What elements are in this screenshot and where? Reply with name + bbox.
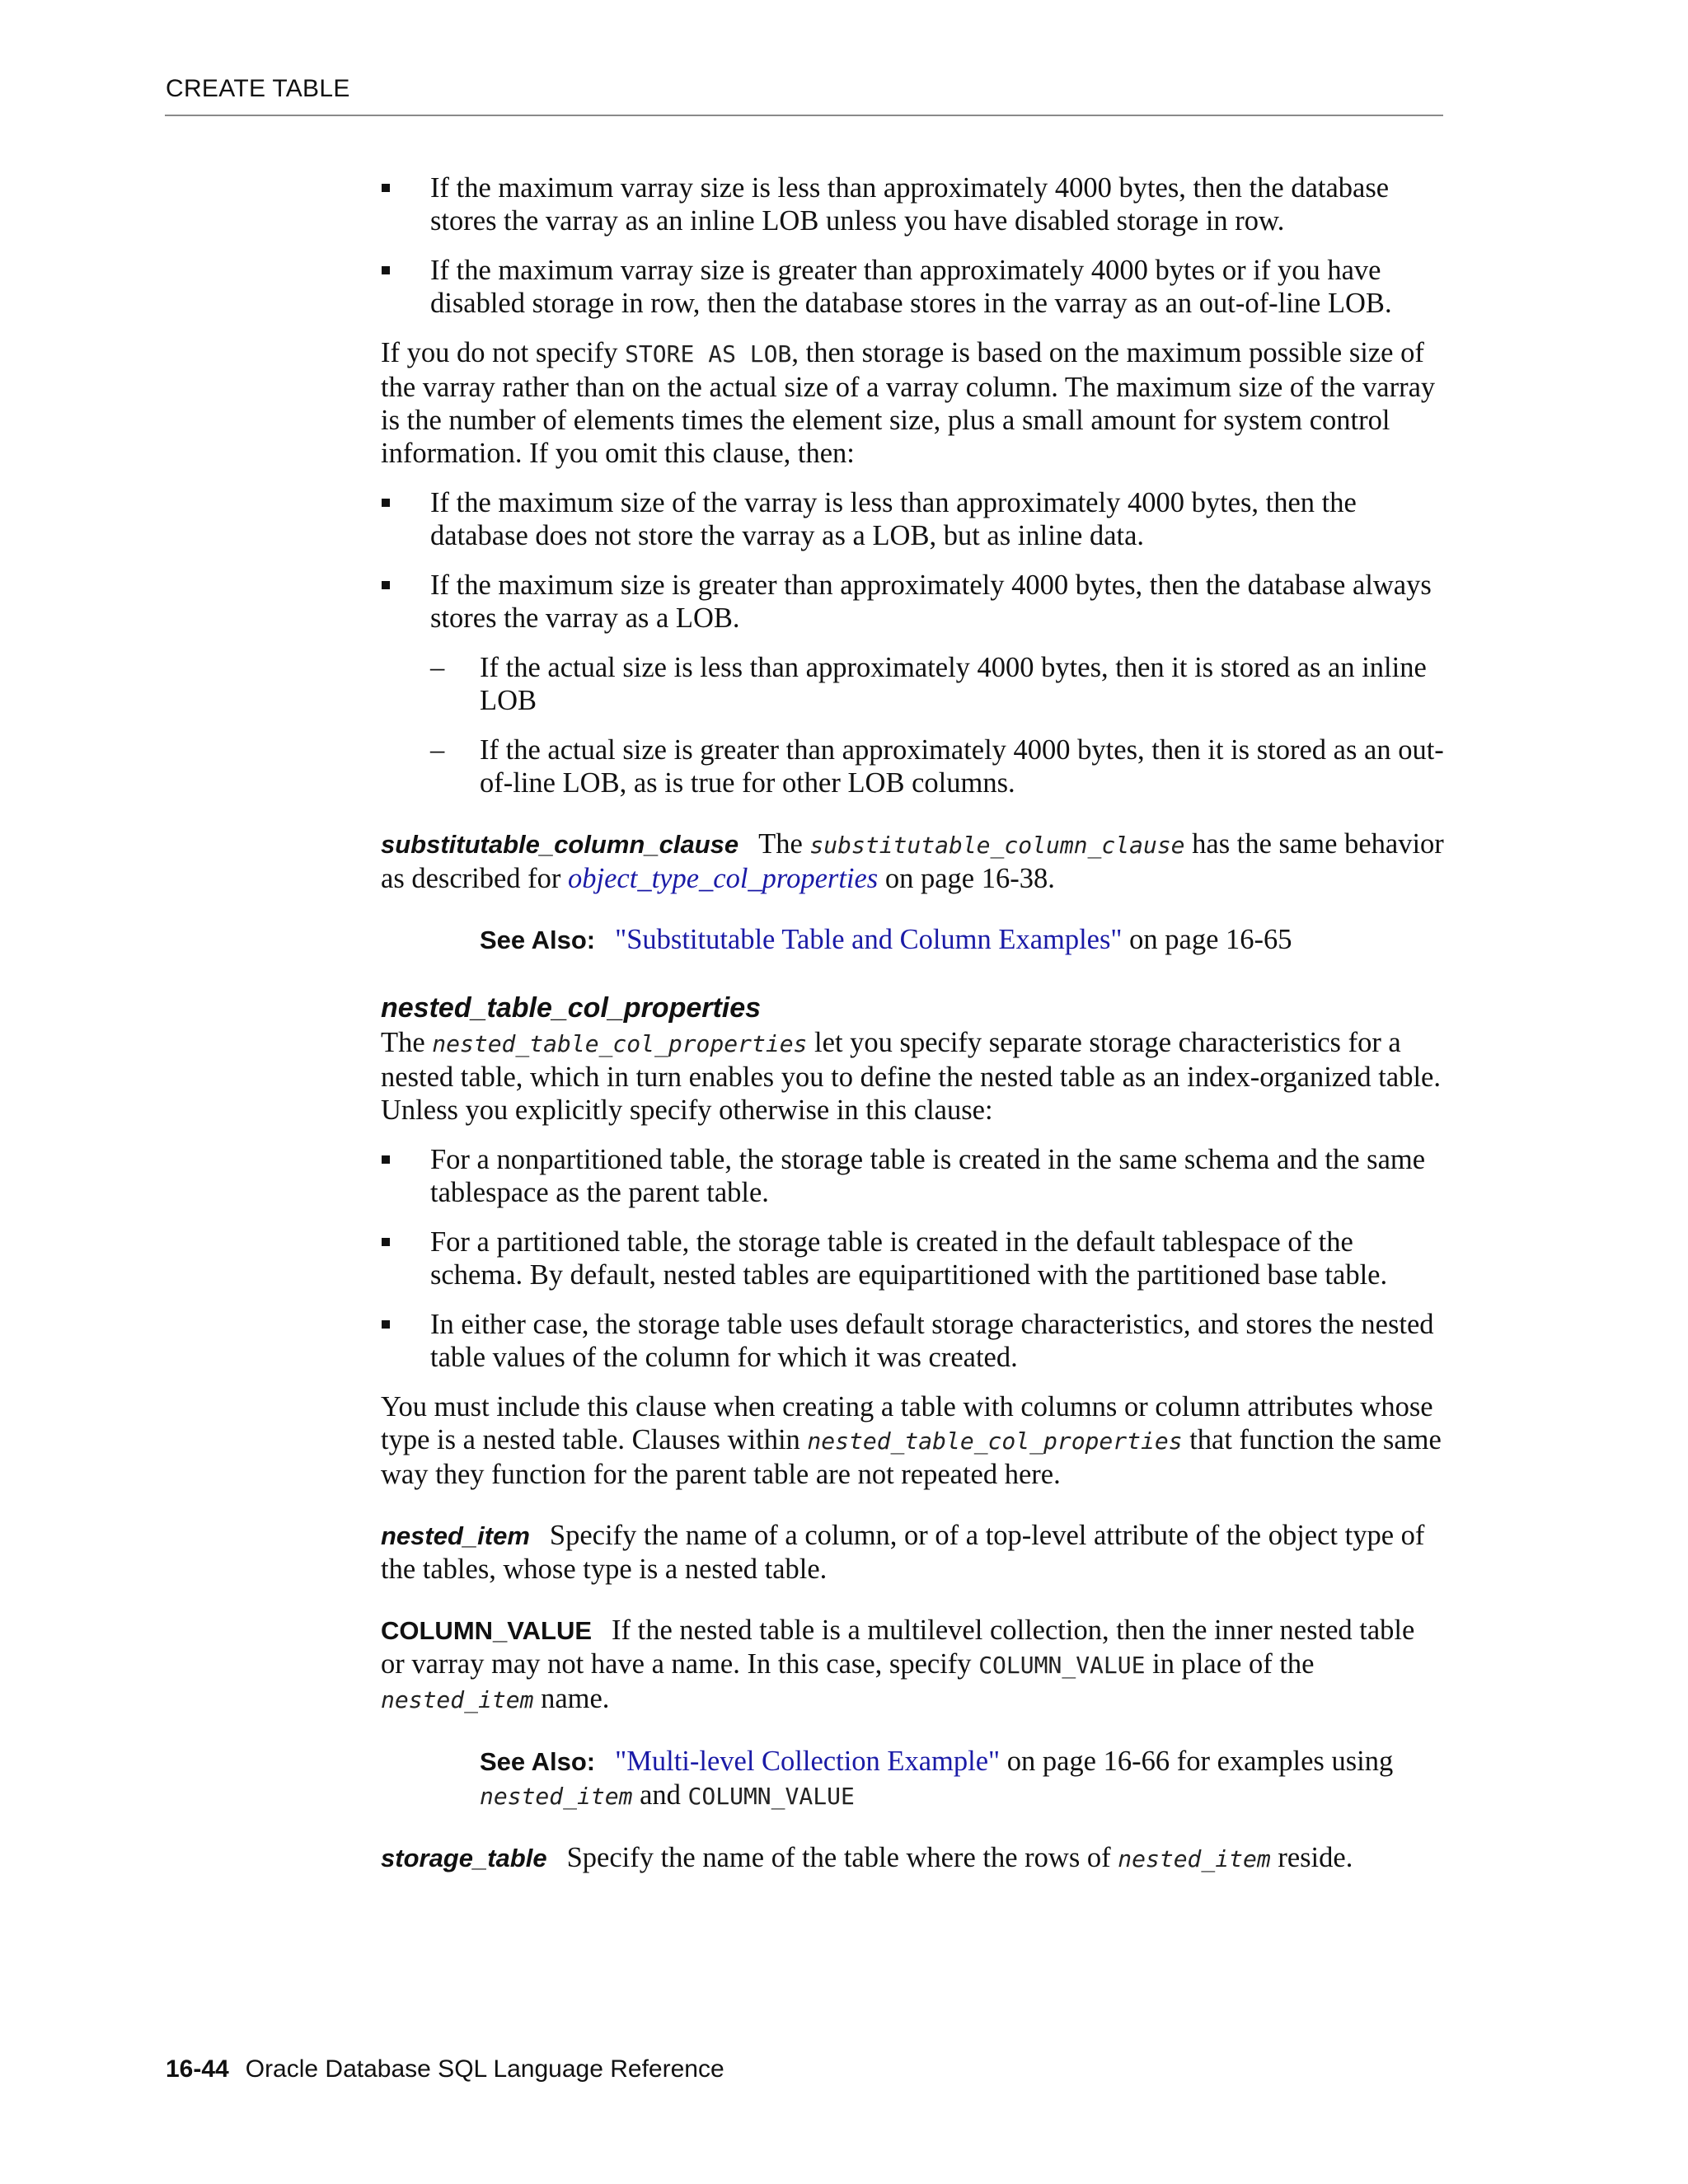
- list-item: [381, 1308, 1444, 1374]
- term-heading: storage_table: [381, 1844, 547, 1872]
- storage-table-list: [381, 1143, 1444, 1374]
- text: name.: [533, 1683, 610, 1714]
- sub-list-item: [381, 733, 1444, 799]
- square-bullet-icon: [382, 1155, 390, 1164]
- text: on page 16-65: [1122, 924, 1292, 955]
- list-item-text: If the maximum size is greater than approximately 4000 bytes, then the database always stores the varray as a LOB.: [430, 569, 1432, 634]
- square-bullet-icon: [382, 266, 390, 274]
- see-also-note: [381, 923, 1444, 957]
- column-value-paragraph: [381, 1614, 1444, 1717]
- substitutable-column-clause-paragraph: [381, 827, 1444, 895]
- term-heading: nested_item: [381, 1521, 530, 1550]
- text: that function the same way they function for the parent table are not repeated here.: [381, 1424, 1442, 1490]
- omit-clause-list: [381, 486, 1444, 635]
- list-item: [381, 486, 1444, 552]
- list-item-text: If the maximum varray size is greater than approximately 4000 bytes or if you have disabled storage in row, then the database stores in the varray as an out-of-line LOB.: [430, 255, 1392, 319]
- list-item: [381, 254, 1444, 320]
- square-bullet-icon: [382, 499, 390, 507]
- text: The: [758, 828, 810, 860]
- list-item-text: If the maximum varray size is less than approximately 4000 bytes, then the database stores the varray as an inline LOB unless you have disabled storage in row.: [430, 172, 1390, 237]
- text: has the same behavior as described for: [381, 828, 1444, 894]
- text: on page 16-38.: [878, 863, 1055, 894]
- running-head: CREATE TABLE: [166, 75, 350, 102]
- square-bullet-icon: [382, 1320, 390, 1329]
- dash-bullet: –: [430, 652, 445, 683]
- text: let you specify separate storage characteristics for a nested table, which in turn enables you to define the nested table as an index-organized table. Unless you explicitly specify otherwise in this clause:: [381, 1027, 1441, 1126]
- page-number: 16-44: [166, 2055, 229, 2083]
- list-item-text: For a partitioned table, the storage table is created in the default tablespace of the schema. By default, nested tables are equipartitioned with the partitioned base table.: [430, 1226, 1388, 1291]
- text: , then storage is based on the maximum possible size of the varray rather than on the actual size of a varray column. The maximum size of the varray is the number of elements times the element size, plus a small amount for system control information. If you omit this clause, then:: [381, 337, 1436, 469]
- object-type-col-properties-link[interactable]: object_type_col_properties: [568, 863, 879, 894]
- book-title: Oracle Database SQL Language Reference: [245, 2055, 724, 2083]
- substitutable-examples-link[interactable]: "Substitutable Table and Column Examples": [615, 924, 1123, 955]
- text: reside.: [1270, 1842, 1353, 1873]
- text: The: [381, 1027, 433, 1058]
- nested-item-paragraph: [381, 1519, 1444, 1586]
- code-keyword: nested_item: [1118, 1845, 1271, 1872]
- code-keyword: nested_item: [480, 1783, 633, 1810]
- sub-list-item: [381, 651, 1444, 717]
- text: Specify the name of a column, or of a top-level attribute of the object type of the tables, whose type is a nested table.: [381, 1520, 1425, 1585]
- square-bullet-icon: [382, 1238, 390, 1246]
- text: Specify the name of the table where the rows of: [566, 1842, 1118, 1873]
- square-bullet-icon: [382, 581, 390, 589]
- dash-bullet: –: [430, 734, 445, 766]
- multi-level-collection-link[interactable]: "Multi-level Collection Example": [615, 1746, 1001, 1777]
- see-also-label: See Also:: [480, 926, 596, 954]
- list-item-text: For a nonpartitioned table, the storage table is created in the same schema and the same tablespace as the parent table.: [430, 1144, 1426, 1208]
- include-clause-paragraph: [381, 1390, 1444, 1491]
- text: on page 16-66 for examples using: [1000, 1746, 1394, 1777]
- square-bullet-icon: [382, 184, 390, 192]
- term-heading: COLUMN_VALUE: [381, 1616, 593, 1645]
- list-item: [381, 1226, 1444, 1291]
- page-content: [381, 171, 1444, 1876]
- code-keyword: substitutable_column_clause: [809, 832, 1185, 859]
- text: in place of the: [1145, 1648, 1315, 1680]
- text: You must include this clause when creating a table with columns or column attributes whose type is a nested table. Clauses within: [381, 1391, 1433, 1455]
- text: If the nested table is a multilevel collection, then the inner nested table or varray may not have a name. In this case, specify: [381, 1615, 1415, 1680]
- page-footer: [166, 2055, 724, 2083]
- term-heading: substitutable_column_clause: [381, 830, 739, 859]
- code-keyword: STORE AS LOB: [625, 340, 792, 368]
- code-keyword: nested_table_col_properties: [432, 1030, 808, 1057]
- store-as-lob-paragraph: [381, 336, 1444, 470]
- sub-list-item-text: If the actual size is less than approximately 4000 bytes, then it is stored as an inline LOB: [480, 652, 1427, 716]
- code-keyword: nested_table_col_properties: [807, 1427, 1183, 1455]
- nested-table-paragraph: [381, 1026, 1444, 1127]
- text: and: [632, 1779, 688, 1811]
- list-item-text: If the maximum size of the varray is less than approximately 4000 bytes, then the database does not store the varray as a LOB, but as inline data.: [430, 487, 1357, 551]
- list-item: [381, 569, 1444, 635]
- code-keyword: nested_item: [381, 1686, 534, 1713]
- see-also-label: See Also:: [480, 1747, 596, 1776]
- text: If you do not specify: [381, 337, 626, 368]
- section-heading: nested_table_col_properties: [381, 992, 762, 1024]
- storage-table-paragraph: [381, 1841, 1444, 1876]
- list-item: [381, 1143, 1444, 1209]
- code-keyword: COLUMN_VALUE: [687, 1783, 855, 1810]
- sub-list-item-text: If the actual size is greater than approximately 4000 bytes, then it is stored as an out-of-line LOB, as is true for other LOB columns.: [480, 734, 1444, 799]
- list-item: [381, 171, 1444, 237]
- varray-store-as-lob-list: [381, 171, 1444, 320]
- header-rule: [165, 115, 1443, 116]
- code-keyword: COLUMN_VALUE: [978, 1652, 1146, 1679]
- list-item-text: In either case, the storage table uses default storage characteristics, and stores the nested table values of the column for which it was created.: [430, 1309, 1434, 1373]
- see-also-note: [381, 1745, 1444, 1813]
